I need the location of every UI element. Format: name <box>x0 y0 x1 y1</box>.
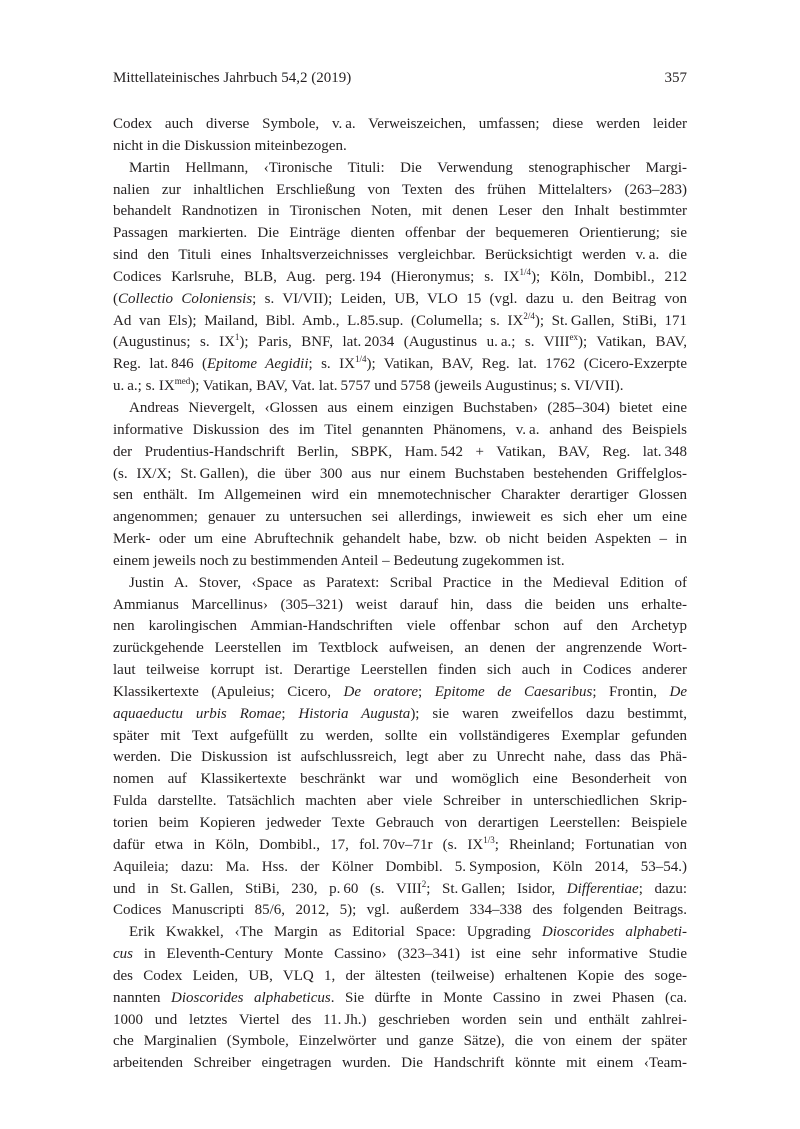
text-run: ); Vatikan, BAV, Vat. lat. 5757 und 5758 (jeweils Augustinus; s. VI/VII). <box>190 378 624 395</box>
text-run: ); Köln, Dombibl., 212 <box>531 268 687 285</box>
text-run: nicht in die Diskussion miteinbezogen. <box>113 137 347 154</box>
text-run: Reg. lat. 846 ( <box>113 356 208 373</box>
text-line <box>113 311 687 333</box>
text-run: ; s. IX <box>308 356 355 373</box>
italic-title: De oratore <box>343 683 418 700</box>
text-line <box>113 638 687 660</box>
text-run: angenommen; genauer zu untersuchen sei allerdings, inwieweit es sich eher um eine <box>113 509 687 526</box>
text-line <box>113 616 687 638</box>
text-run: ); Vatikan, BAV, Reg. lat. 1762 (Cicero-Exzerpte <box>366 356 687 373</box>
text-line <box>113 485 687 507</box>
text-run: ; <box>281 705 299 722</box>
text-run: und in St. Gallen, StiBi, 230, p. 60 (s. VIII <box>113 880 422 897</box>
italic-title: Dioscorides alphabeticus <box>171 989 331 1006</box>
text-line <box>113 507 687 529</box>
text-run: Ammianus Marcellinus› (305–321) weist darauf hin, dass die beiden uns erhalte- <box>113 596 687 613</box>
text-line <box>113 332 687 354</box>
text-line <box>113 879 687 901</box>
text-line <box>113 682 687 704</box>
text-run: laut teilweise korrupt ist. Derartige Leerstellen finden sich auch in Codices anderer <box>113 662 687 679</box>
text-line <box>113 900 687 922</box>
text-run: werden. Die Diskussion ist aufschlussreich, legt aber zu Unrecht nahe, dass das Phä- <box>113 749 687 766</box>
text-line <box>113 158 687 180</box>
text-run: ; St. Gallen; Isidor, <box>426 880 567 897</box>
italic-title: De <box>669 683 687 700</box>
text-run: informative Diskussion des im Titel genannten Phänomens, v. a. anhand des Beispiels <box>113 421 687 438</box>
text-run: zurückgehende Leerstellen im Textblock aufweisen, an denen der angrenzende Wort- <box>113 640 687 657</box>
text-run: dafür etwa in Köln, Dombibl., 17, fol. 70v–71r (s. IX <box>113 836 484 853</box>
text-run: u. a.; s. IX <box>113 378 175 395</box>
text-line <box>113 922 687 944</box>
journal-title: Mittellateinisches Jahrbuch 54,2 (2019) <box>113 70 352 86</box>
italic-title: Dioscorides alphabeti- <box>541 924 687 941</box>
text-run: ; Rheinland; Fortunatian von <box>494 836 687 853</box>
text-line <box>113 245 687 267</box>
text-run: 1000 und letztes Viertel des 11. Jh.) geschrieben worden sein und enthält zahlrei- <box>113 1011 687 1028</box>
text-line <box>113 398 687 420</box>
text-run: ); sie waren zweifellos dazu bestimmt, <box>410 705 687 722</box>
text-run: Aquileia; dazu: Ma. Hss. der Kölner Dombibl. 5. Symposion, Köln 2014, 53–54.) <box>113 858 687 875</box>
text-line <box>113 1031 687 1053</box>
text-run: nen karolingischen Ammian-Handschriften viele offenbar schon auf den Archetyp <box>113 618 687 635</box>
text-run: Codex auch diverse Symbole, v. a. Verweiszeichen, umfassen; diese werden leider <box>113 116 687 132</box>
text-line <box>113 223 687 245</box>
text-run: nalien zur inhaltlichen Erschließung von Texten des frühen Mittelalters› (263–283) <box>113 181 687 198</box>
text-run: ); Vatikan, BAV, <box>578 334 687 351</box>
text-line <box>113 114 687 136</box>
text-run: sen enthält. Im Allgemeinen wird ein mnemotechnischer Charakter derartiger Glossen <box>113 487 687 504</box>
text-line <box>113 660 687 682</box>
text-run: Fulda darstellte. Tatsächlich machten aber viele Schreiber in unterschiedlichen Skrip- <box>113 793 687 810</box>
text-line <box>113 136 687 158</box>
text-line <box>113 835 687 857</box>
page-number: 357 <box>664 70 687 86</box>
text-run: Codices Manuscripti 85/6, 2012, 5); vgl. außerdem 334–338 des folgenden Beitrags. <box>113 902 687 919</box>
text-run: arbeitenden Schreiber eingetragen wurden. Die Handschrift könnte mit einem ‹Team- <box>113 1055 687 1072</box>
text-run: Ad van Els); Mailand, Bibl. Amb., L.85.sup. (Columella; s. IX <box>113 312 524 329</box>
italic-title: aquaeductu urbis Romae <box>113 705 282 722</box>
text-run: (s. IX/X; St. Gallen), die über 300 aus nur einem Buchstaben bestehenden Griffelglos- <box>113 465 687 482</box>
text-run: Codices Karlsruhe, BLB, Aug. perg. 194 (Hieronymus; s. IX <box>113 268 520 285</box>
text-run: che Marginalien (Symbole, Einzelwörter und ganze Sätze), die von einem der später <box>113 1033 687 1050</box>
text-run: ; <box>418 683 435 700</box>
text-line <box>113 857 687 879</box>
text-run: ); Paris, BNF, lat. 2034 (Augustinus u. a.; s. VIII <box>239 334 570 351</box>
text-line <box>113 813 687 835</box>
superscript: 2/4 <box>523 310 535 321</box>
text-run: . Sie dürfte in Monte Cassino in zwei Phasen (ca. <box>330 989 687 1006</box>
text-line <box>113 442 687 464</box>
text-line <box>113 988 687 1010</box>
text-run: ; dazu: <box>638 880 687 897</box>
text-line <box>113 966 687 988</box>
running-header <box>113 70 687 92</box>
superscript: ex <box>569 332 579 343</box>
text-run: Merk- oder um eine Abruftechnik gehandelt habe, bzw. ob nicht beiden Aspekten – in <box>113 531 687 548</box>
italic-title: Epitome Aegidii <box>207 356 309 373</box>
text-run: ); St. Gallen, StiBi, 171 <box>534 312 687 329</box>
text-run: nomen auf Klassikertexte beschränkt war und womöglich eine Besonderheit von <box>113 771 687 788</box>
text-line <box>113 726 687 748</box>
superscript: 1 <box>234 332 240 343</box>
text-line <box>113 267 687 289</box>
text-line <box>113 704 687 726</box>
text-line <box>113 747 687 769</box>
body-text <box>113 114 687 1075</box>
text-run: torien beim Kopieren jedweder Texte Gebrauch von derartigen Leerstellen: Beispiele <box>113 815 687 831</box>
text-run: behandelt Randnotizen in Tironischen Noten, mit denen Leser den Inhalt bestimmter <box>113 203 687 220</box>
text-line <box>113 595 687 617</box>
text-line <box>113 944 687 966</box>
text-line <box>113 1053 687 1075</box>
text-run: der Prudentius-Handschrift Berlin, SBPK, Ham. 542 + Vatikan, BAV, Reg. lat. 348 <box>113 443 687 460</box>
text-line <box>113 420 687 442</box>
text-line <box>113 551 687 573</box>
text-line <box>113 1010 687 1032</box>
text-run: (Augustinus; s. IX <box>113 334 235 351</box>
text-line <box>113 791 687 813</box>
text-run: nannten <box>113 989 172 1006</box>
italic-title: Epitome de Caesaribus <box>434 683 593 700</box>
superscript: 1/4 <box>519 266 532 277</box>
text-run: sind den Tituli eines Inhaltsverzeichnisses vergleichbar. Berücksichtigt werden v. a. die <box>113 247 687 264</box>
text-run: ; s. VI/VII); Leiden, UB, VLO 15 (vgl. dazu u. den Beitrag von <box>252 290 687 307</box>
text-run: Passagen markierten. Die Einträge dienten offenbar der bequemeren Orientierung; sie <box>113 225 687 242</box>
text-run: Justin A. Stover, ‹Space as Paratext: Scribal Practice in the Medieval Edition of <box>129 574 687 591</box>
text-run: ( <box>113 290 118 307</box>
superscript: med <box>174 376 191 387</box>
text-run: Andreas Nievergelt, ‹Glossen aus einem einzigen Buchstaben› (285–304) bietet eine <box>129 399 687 416</box>
text-line <box>113 180 687 202</box>
italic-title: Differentiae <box>566 880 639 897</box>
text-run: ; Frontin, <box>592 683 670 700</box>
text-line <box>113 769 687 791</box>
text-run: in Eleventh-Century Monte Cassino› (323–341) ist eine sehr informative Studie <box>133 946 687 963</box>
superscript: 2 <box>421 878 427 889</box>
text-run: Klassikertexte (Apuleius; Cicero, <box>113 683 344 700</box>
text-line <box>113 529 687 551</box>
superscript: 1/4 <box>354 354 367 365</box>
text-run: des Codex Leiden, UB, VLQ 1, der ältesten (teilweise) erhaltenen Kopie des soge- <box>113 967 687 984</box>
text-run: später mit Text aufgefüllt zu werden, sollte ein vollständigeres Exemplar gefunden <box>113 727 687 744</box>
text-line <box>113 464 687 486</box>
text-line <box>113 201 687 223</box>
text-line <box>113 573 687 595</box>
text-run: Martin Hellmann, ‹Tironische Tituli: Die Verwendung stenographischer Margi- <box>129 159 687 176</box>
text-run: einem jeweils noch zu bestimmenden Anteil – Bedeutung zugekommen ist. <box>113 552 565 569</box>
superscript: 1/3 <box>483 834 495 845</box>
italic-title: Collectio Coloniensis <box>118 290 253 307</box>
text-run: Erik Kwakkel, ‹The Margin as Editorial Space: Upgrading <box>129 924 542 941</box>
text-line <box>113 289 687 311</box>
italic-title: Historia Augusta <box>298 705 411 722</box>
text-line <box>113 376 687 398</box>
text-line <box>113 354 687 376</box>
italic-title: cus <box>113 946 133 963</box>
